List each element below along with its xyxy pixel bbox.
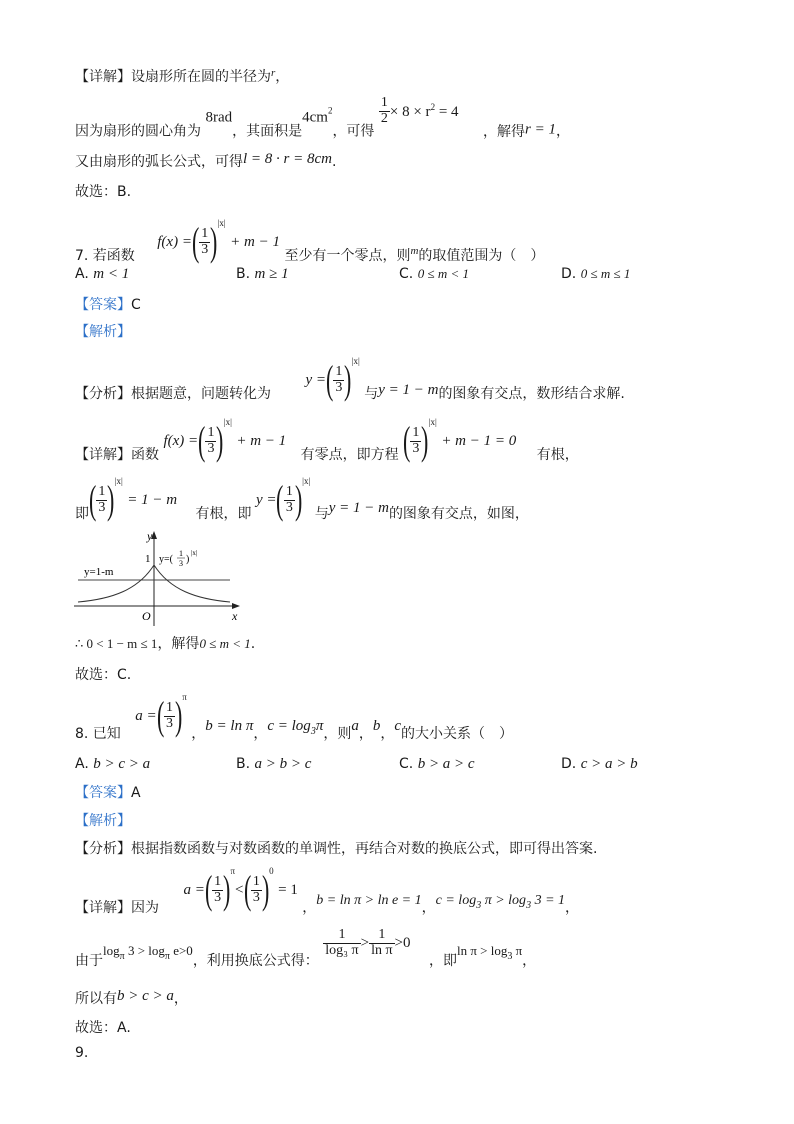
f-lhs: f(x) = <box>163 433 199 449</box>
text: 与 <box>314 506 329 522</box>
label: A. <box>75 756 89 772</box>
curve-den: 3 <box>179 559 183 568</box>
var-b: b <box>372 718 381 734</box>
res-a: ln π > log <box>456 943 508 959</box>
area: 4cm <box>302 109 328 126</box>
text: ， <box>565 900 580 916</box>
text: 有根，即 <box>195 506 252 522</box>
q7-option-d[interactable] <box>561 266 630 282</box>
result: 0 ≤ m < 1 <box>199 636 251 651</box>
label: D. <box>561 266 577 282</box>
text: ，其面积是 <box>232 123 303 140</box>
q9-num: 9. <box>75 1045 89 1061</box>
c-chain <box>435 893 566 911</box>
y-axis-label: y <box>147 529 153 543</box>
frac <box>205 426 216 456</box>
paren-l: ( <box>198 418 206 463</box>
value: c > a > b <box>580 756 638 772</box>
text: ， <box>522 953 537 970</box>
q8-stem <box>75 692 513 743</box>
var-r: r <box>271 67 276 79</box>
paren-l: ( <box>156 693 164 738</box>
label: C. <box>399 266 414 282</box>
q7-fenxi <box>75 356 625 403</box>
q8-option-d[interactable] <box>561 756 638 773</box>
text: ， <box>555 123 570 140</box>
text: ， <box>358 726 373 742</box>
text: 【分析】根据题意，问题转化为 <box>75 386 271 402</box>
frac <box>333 365 344 395</box>
den: 3 <box>201 241 209 257</box>
text: 的取值范围为（ ） <box>418 248 545 264</box>
num: 1 <box>98 483 106 499</box>
exp: |x| <box>351 356 360 366</box>
paren-l: ( <box>204 867 213 912</box>
gt0: >0 <box>394 935 411 952</box>
text: ， <box>275 69 290 85</box>
frac-1 <box>323 928 360 958</box>
exp: |x| <box>114 476 123 486</box>
value: a > b > c <box>254 756 312 772</box>
choose-b: 故选：B. <box>75 184 132 200</box>
frac <box>164 701 175 731</box>
den: 2 <box>380 110 388 126</box>
lhs: y = <box>255 492 277 508</box>
ineq-c: e>0 <box>169 943 193 959</box>
q8-option-a[interactable] <box>75 756 150 773</box>
num: 1 <box>369 928 394 944</box>
num: 1 <box>335 363 343 379</box>
paren-l: ( <box>191 219 200 264</box>
paren-l: ( <box>88 477 97 522</box>
label: B. <box>236 266 251 282</box>
q8-fenxi: 【分析】根据指数函数与对数函数的单调性，再结合对数的换底公式，即可得出答案. <box>75 841 598 857</box>
paren-r: ) <box>216 418 224 463</box>
frac <box>96 485 107 515</box>
text: ， <box>173 991 188 1007</box>
eq-tail: = 1 <box>278 882 298 898</box>
text: 【详解】设扇形所在圆的半径为 <box>75 69 271 85</box>
q8-xiangjie <box>75 866 579 917</box>
answer-tag: 【答案】 <box>75 785 131 801</box>
eq-tail: = 4 <box>435 103 459 120</box>
x-axis-label: x <box>232 609 238 623</box>
text: 所以有 <box>75 991 117 1007</box>
text: 【详解】因为 <box>75 900 159 916</box>
frac <box>251 875 262 905</box>
c-log: c = log <box>267 718 311 734</box>
value: b > a > c <box>417 756 475 772</box>
eq <box>389 101 459 120</box>
q8-num: 8. 已知 <box>75 726 121 742</box>
paren-r: ) <box>344 357 352 402</box>
ineq-sub2: π <box>164 951 170 963</box>
one-label: 1 <box>145 553 151 565</box>
exp: |x| <box>217 218 226 228</box>
b-def: b = ln π <box>205 718 254 734</box>
text: . <box>250 636 256 652</box>
answer-tag: 【答案】 <box>75 297 131 313</box>
curve-exp: |x| <box>191 549 198 557</box>
exp: |x| <box>223 417 232 427</box>
fraction-half <box>379 96 390 126</box>
paren-r: ) <box>107 477 115 522</box>
eq-tail: + m − 1 = 0 <box>441 433 517 449</box>
text: ， <box>191 726 206 742</box>
paren-l: ( <box>276 477 284 522</box>
text: ，利用换底公式得： <box>192 953 319 970</box>
curve-label-post: ) <box>186 554 190 565</box>
c-chain-a: c = log <box>435 893 477 908</box>
line-label: y=1-m <box>84 566 114 578</box>
paren-l: ( <box>325 357 334 402</box>
choose-a: 故选：A. <box>75 1020 131 1036</box>
eq-mid: × 8 × r <box>389 103 431 120</box>
q7-answer <box>75 294 141 314</box>
frac-2 <box>369 928 394 958</box>
text: ， <box>380 726 395 742</box>
ineq: ∴ 0 < 1 − m ≤ 1 <box>75 636 158 651</box>
b-chain: b = ln π > ln e = 1 <box>316 893 422 908</box>
lhs: a = <box>183 882 205 898</box>
value: m < 1 <box>93 266 130 282</box>
paren-r: ) <box>210 219 218 264</box>
curve-label-pre: y=( <box>159 554 173 565</box>
exp: π <box>182 692 187 702</box>
c-chain-b: π > log <box>481 893 527 908</box>
line-radius <box>75 66 289 86</box>
res-sub: 3 <box>507 951 513 963</box>
num: 1 <box>380 95 388 110</box>
lt: < <box>235 882 244 898</box>
line: y = 1 − m <box>378 382 439 398</box>
a-lhs: a = <box>135 708 157 724</box>
q8-option-b[interactable] <box>236 756 311 773</box>
formula: l = 8 · r = 8cm <box>243 151 332 167</box>
den: 3 <box>412 440 420 456</box>
text: ，解得 <box>482 123 525 140</box>
label: D. <box>561 756 577 772</box>
text: 的大小关系（ ） <box>401 726 513 742</box>
answer-value: C <box>131 297 141 313</box>
den: 3 <box>214 889 222 905</box>
c-tail: π <box>315 718 324 734</box>
ineq-a: log <box>103 943 120 959</box>
text: 由于 <box>75 953 103 970</box>
text: 因为扇形的圆心角为 <box>75 123 201 140</box>
angle: 8rad <box>205 109 233 126</box>
num: 1 <box>252 873 260 889</box>
den: log₃ π <box>325 942 359 958</box>
paren-r: ) <box>174 693 183 738</box>
value: m ≥ 1 <box>254 266 289 282</box>
q8-jiexi: 【解析】 <box>75 813 131 829</box>
num: 1 <box>323 928 360 944</box>
label: A. <box>75 266 89 282</box>
den: 3 <box>335 379 343 395</box>
q7-conclusion <box>75 633 255 653</box>
text: ，可得 <box>332 123 375 140</box>
num: 1 <box>285 483 293 499</box>
q7-option-c[interactable] <box>399 266 469 282</box>
q8-option-c[interactable] <box>399 756 475 773</box>
paren-r: ) <box>294 477 303 522</box>
q8-line3 <box>75 988 188 1008</box>
den: 3 <box>98 499 106 515</box>
paren-l: ( <box>243 867 251 912</box>
label: B. <box>236 756 251 772</box>
text: 至少有一个零点，则 <box>284 248 411 264</box>
q7-num: 7. 若函数 <box>75 248 135 264</box>
q8-answer <box>75 782 141 802</box>
den: ln π <box>371 942 393 958</box>
line-area <box>75 96 570 141</box>
text: 与 <box>364 386 379 402</box>
curve-num: 1 <box>179 549 183 558</box>
area-sup: 2 <box>327 105 333 116</box>
text: . <box>332 154 337 170</box>
text: ，即 <box>428 953 457 970</box>
paren-l: ( <box>403 418 411 463</box>
c-sub: 3 <box>310 726 316 737</box>
c-chain-sub1: 3 <box>476 900 482 911</box>
var-a: a <box>351 718 359 734</box>
q7-option-b[interactable] <box>236 266 289 283</box>
f-tail: + m − 1 <box>230 234 280 250</box>
var-m: m <box>410 245 419 257</box>
den: 3 <box>285 499 293 515</box>
text: 即 <box>75 506 89 522</box>
den: 3 <box>207 440 215 456</box>
c-chain-c: 3 = 1 <box>531 893 566 908</box>
text: ， <box>302 900 317 916</box>
num: 1 <box>207 424 215 440</box>
paren-r: ) <box>261 867 270 912</box>
text: ，则 <box>323 726 352 742</box>
q8-line2 <box>75 928 536 970</box>
paren-r: ) <box>223 867 231 912</box>
function-graph <box>72 528 244 628</box>
text: ， <box>253 726 268 742</box>
label: C. <box>399 756 414 772</box>
f-lhs: f(x) = <box>157 234 192 250</box>
text: 【详解】函数 <box>75 447 159 463</box>
sol: r = 1 <box>524 121 556 138</box>
result <box>456 943 523 963</box>
q7-jiexi: 【解析】 <box>75 324 131 340</box>
var-c: c <box>394 718 401 734</box>
f-tail: + m − 1 <box>236 433 287 449</box>
ineq <box>103 943 193 963</box>
ineq-sub1: π <box>119 951 125 963</box>
line-arc <box>75 151 336 171</box>
frac <box>284 485 295 515</box>
text: 的图象有交点，如图， <box>388 506 529 522</box>
choose-c: 故选：C. <box>75 667 132 683</box>
den: 3 <box>165 715 173 731</box>
exp2: 0 <box>269 866 274 876</box>
text: ， <box>421 900 436 916</box>
exp: |x| <box>428 417 437 427</box>
value: 0 ≤ m ≤ 1 <box>580 266 631 281</box>
value: b > c > a <box>93 756 151 772</box>
num: 1 <box>201 225 209 241</box>
gt: > <box>360 935 370 952</box>
den: 3 <box>252 889 260 905</box>
res-b: π <box>512 943 523 959</box>
frac <box>212 875 223 905</box>
q7-option-a[interactable] <box>75 266 129 283</box>
text: 的图象有交点，数形结合求解. <box>438 386 625 402</box>
value: 0 ≤ m < 1 <box>417 266 469 281</box>
num: 1 <box>412 424 420 440</box>
q7-xiangjie-1 <box>75 417 579 464</box>
ineq-b: 3 > log <box>124 943 165 959</box>
origin-label: O <box>142 609 151 623</box>
q7-stem <box>75 218 544 265</box>
c-def <box>267 718 324 737</box>
eq-tail: = 1 − m <box>127 492 178 508</box>
line: y = 1 − m <box>328 500 389 516</box>
eq-sup: 2 <box>430 101 436 112</box>
frac <box>410 426 421 456</box>
num: 1 <box>165 699 173 715</box>
text: 有零点，即方程 <box>300 447 399 463</box>
q7-xiangjie-2 <box>75 476 529 523</box>
num: 1 <box>214 873 222 889</box>
answer-value: A <box>131 785 141 801</box>
chain: b > c > a <box>117 988 174 1004</box>
lhs: y = <box>305 372 326 388</box>
text: 又由扇形的弧长公式，可得 <box>75 154 243 170</box>
paren-r: ) <box>421 418 429 463</box>
text: ，解得 <box>157 636 200 652</box>
frac <box>199 227 210 257</box>
text: 有根， <box>536 447 579 463</box>
c-chain-sub2: 3 <box>526 900 532 911</box>
exp1: π <box>230 866 236 876</box>
exp: |x| <box>302 476 311 486</box>
